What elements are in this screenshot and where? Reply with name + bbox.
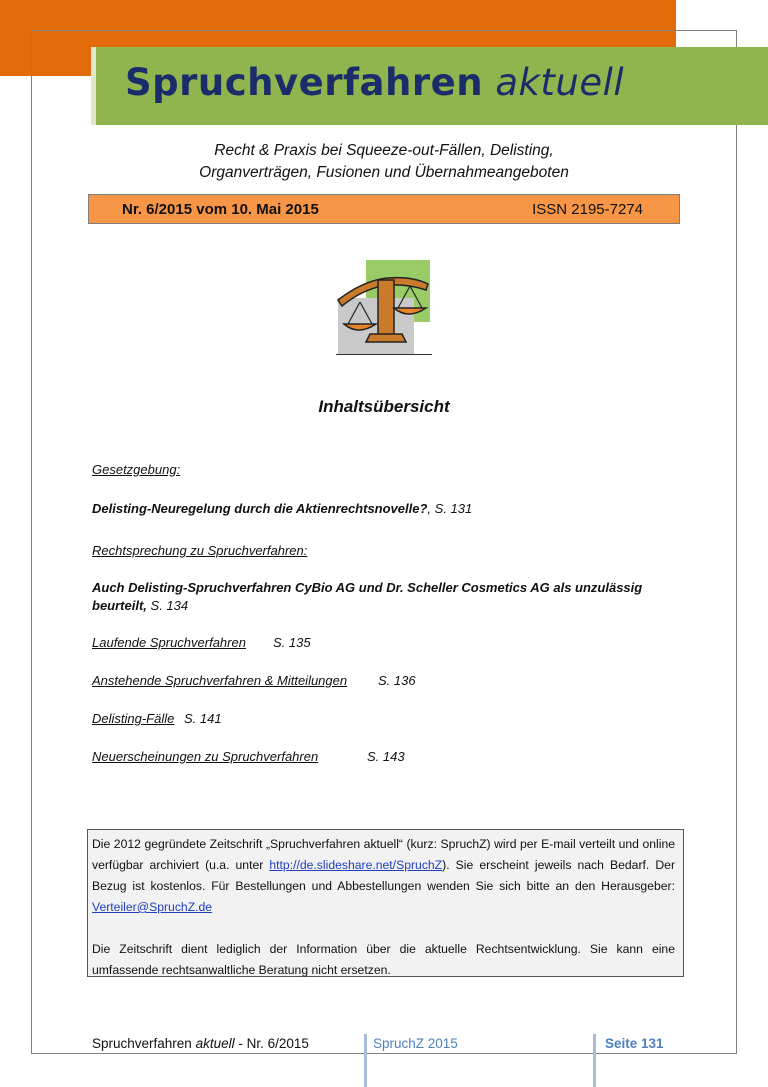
- toc-item-anstehende-page: S. 136: [378, 673, 416, 688]
- footer-issue: - Nr. 6/2015: [234, 1036, 309, 1051]
- toc-item-page: , S. 131: [427, 501, 473, 516]
- toc-item-delisting-faelle-page: S. 141: [184, 711, 222, 726]
- footer-italic: aktuell: [195, 1036, 235, 1051]
- toc-item-neuerscheinungen[interactable]: [92, 749, 318, 764]
- issn: ISSN 2195-7274: [532, 201, 643, 218]
- toc-section-gesetzgebung: [92, 462, 180, 477]
- toc-title: Inhaltsübersicht: [318, 397, 450, 416]
- info-text: Die 2012 gegründete Zeitschrift „Spruchverfahren aktuell“ (kurz: SpruchZ) wird per E-mail verteilt und online verfügbar archiviert (u.a. unter: [92, 837, 675, 872]
- scales-of-justice-icon: [336, 258, 432, 356]
- subtitle-line-2: Organverträgen, Fusionen und Übernahmeangeboten: [199, 164, 569, 181]
- toc-item-laufende-page: S. 135: [273, 635, 311, 650]
- toc-item-cybio-line2[interactable]: [92, 598, 188, 613]
- toc-item-page: S. 134: [146, 598, 189, 613]
- section-heading: Gesetzgebung:: [92, 462, 181, 477]
- footer-publication: [92, 1036, 309, 1051]
- toc-item-title: Laufende Spruchverfahren: [92, 635, 246, 650]
- page-number: Seite 131: [605, 1036, 664, 1051]
- footer-divider: [593, 1034, 596, 1087]
- title-banner: [91, 47, 768, 125]
- issue-bar: [88, 194, 680, 224]
- footer-text: Spruchverfahren: [92, 1036, 196, 1051]
- toc-item-anstehende[interactable]: [92, 673, 347, 688]
- issue-number: Nr. 6/2015 vom 10. Mai 2015: [122, 201, 319, 218]
- toc-item-laufende[interactable]: [92, 635, 246, 650]
- info-paragraph-1: [92, 834, 675, 918]
- footer-copyright: SpruchZ 2015: [373, 1036, 458, 1051]
- publication-title: [125, 61, 624, 104]
- slideshare-link[interactable]: http://de.slideshare.net/SpruchZ: [269, 858, 443, 872]
- footer-divider: [364, 1034, 367, 1087]
- info-paragraph-2: Die Zeitschrift dient lediglich der Information über die aktuelle Rechtsentwicklung. Sie kann eine umfassende rechtsanwaltliche Beratung nicht ersetzen.: [92, 942, 675, 977]
- toc-item-title: Auch Delisting-Spruchverfahren CyBio AG und Dr. Scheller Cosmetics AG als unzulässig: [92, 580, 643, 595]
- toc-item-cybio[interactable]: [92, 580, 642, 595]
- toc-item-title: Neuerscheinungen zu Spruchverfahren: [92, 749, 319, 764]
- toc-item-delisting-faelle[interactable]: [92, 711, 174, 726]
- toc-item-title: Delisting-Neuregelung durch die Aktienrechtsnovelle?: [92, 501, 428, 516]
- info-box: [87, 829, 684, 977]
- toc-item-delisting-neuregelung[interactable]: [92, 501, 472, 516]
- toc-item-title: Anstehende Spruchverfahren & Mitteilungen: [92, 673, 348, 688]
- email-link[interactable]: Verteiler@SpruchZ.de: [92, 900, 213, 914]
- logo-underline: [336, 354, 432, 355]
- toc-section-rechtsprechung: [92, 543, 307, 558]
- toc-item-neuerscheinungen-page: S. 143: [367, 749, 405, 764]
- toc-item-title: Delisting-Fälle: [92, 711, 175, 726]
- toc-item-title: beurteilt,: [92, 598, 147, 613]
- title-bold: Spruchverfahren: [125, 61, 484, 104]
- subtitle-line-1: Recht & Praxis bei Squeeze-out-Fällen, Delisting,: [214, 142, 554, 159]
- section-heading: Rechtsprechung zu Spruchverfahren:: [92, 543, 308, 558]
- title-italic: aktuell: [495, 61, 625, 104]
- info-text: ). Sie erscheint jeweils nach Bedarf. Der Bezug ist kostenlos. Für Bestellungen und Abbestellungen wenden Sie sich bitte an den Herausgeber:: [92, 858, 676, 893]
